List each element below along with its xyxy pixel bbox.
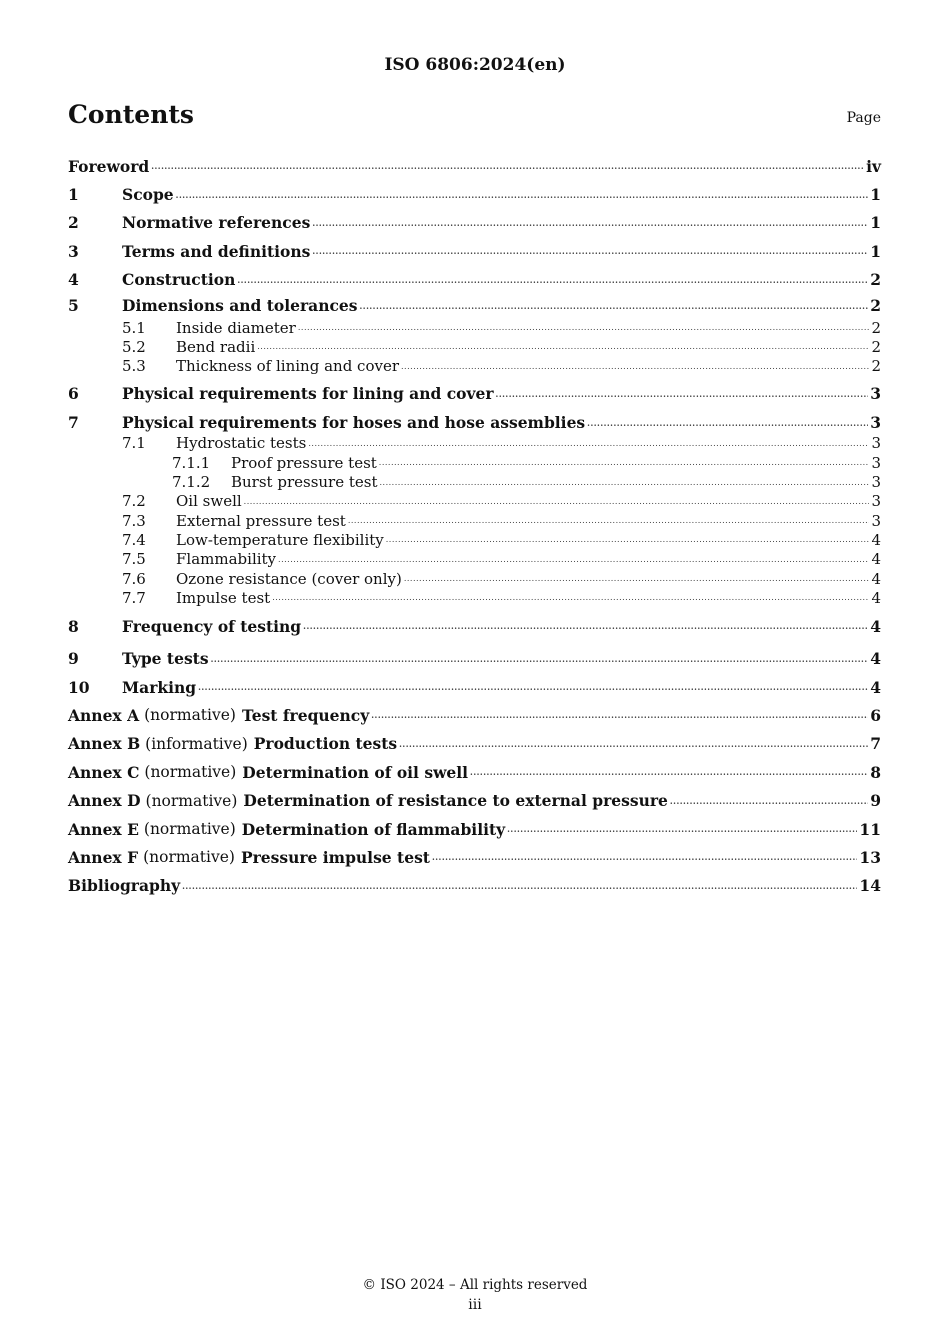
toc-entry-title: Construction bbox=[122, 270, 236, 290]
toc-entry-number: 5.1 bbox=[122, 318, 146, 337]
dot-leader bbox=[507, 824, 857, 834]
toc-entry-5[interactable] bbox=[68, 294, 881, 318]
toc-entry-title: Determination of resistance to external pressure bbox=[243, 791, 668, 811]
toc-entry-8[interactable] bbox=[68, 608, 881, 645]
toc-entry-7-3[interactable] bbox=[68, 511, 881, 530]
toc-entry-title: Bend radii bbox=[176, 337, 256, 356]
toc-entry-number: 7.4 bbox=[122, 530, 146, 549]
annex-label: Annex B bbox=[68, 734, 141, 754]
toc-entry-page: 8 bbox=[870, 762, 881, 782]
toc-entry-annex-e[interactable] bbox=[68, 815, 881, 843]
toc-entry-page: 4 bbox=[871, 588, 881, 607]
toc-entry-annex-f[interactable] bbox=[68, 843, 881, 871]
annex-kind: (normative) bbox=[144, 763, 237, 782]
toc-entry-annex-a[interactable] bbox=[68, 701, 881, 729]
toc-entry-page: 7 bbox=[870, 734, 881, 754]
toc-entry-annex-b[interactable] bbox=[68, 730, 881, 758]
toc-entry-number: 6 bbox=[68, 384, 79, 404]
dot-leader bbox=[348, 516, 870, 525]
toc-entry-title: Production tests bbox=[253, 734, 398, 754]
annex-kind: (normative) bbox=[144, 706, 236, 725]
toc-entry-2[interactable] bbox=[68, 209, 881, 237]
toc-entry-number: 7.5 bbox=[122, 550, 146, 569]
toc-entry-page: 14 bbox=[859, 876, 881, 896]
dot-leader bbox=[151, 161, 864, 171]
toc-entry-number: 3 bbox=[68, 241, 79, 261]
toc-entry-title: Foreword bbox=[68, 156, 150, 176]
annex-label: Annex D bbox=[68, 791, 141, 811]
toc-entry-title: Flammability bbox=[176, 550, 277, 569]
dot-leader bbox=[176, 190, 869, 200]
toc-entry-page: 2 bbox=[870, 270, 881, 290]
toc-entry-page: 2 bbox=[871, 337, 881, 356]
toc-entry-page: 2 bbox=[871, 357, 881, 376]
toc-entry-page: 1 bbox=[870, 185, 881, 205]
toc-entry-page: 4 bbox=[871, 550, 881, 569]
dot-leader bbox=[380, 478, 870, 487]
toc-entry-number: 5.3 bbox=[122, 357, 146, 376]
toc-entry-number: 5.2 bbox=[122, 337, 146, 356]
toc-entry-7[interactable] bbox=[68, 412, 881, 434]
toc-entry-page: 13 bbox=[859, 847, 881, 867]
toc-entry-7-6[interactable] bbox=[68, 569, 881, 588]
toc-entry-10[interactable] bbox=[68, 673, 881, 701]
dot-leader bbox=[470, 767, 868, 777]
annex-kind: (normative) bbox=[143, 820, 236, 839]
dot-leader bbox=[257, 342, 869, 351]
toc-entry-title: Bibliography bbox=[68, 876, 181, 896]
dot-leader bbox=[379, 458, 870, 467]
toc-entry-page: 11 bbox=[859, 819, 881, 839]
toc-entry-number: 7.1 bbox=[122, 434, 146, 453]
toc-entry-6[interactable] bbox=[68, 376, 881, 412]
toc-entry-title: Proof pressure test bbox=[231, 453, 377, 472]
dot-leader bbox=[244, 497, 870, 506]
annex-kind: (normative) bbox=[143, 848, 235, 867]
toc-entry-title: Test frequency bbox=[241, 705, 370, 725]
dot-leader bbox=[278, 555, 869, 564]
dot-leader bbox=[399, 739, 868, 749]
toc-entry-title: Hydrostatic tests bbox=[176, 434, 307, 453]
dot-leader bbox=[386, 535, 870, 544]
toc-entry-page: iv bbox=[866, 156, 881, 176]
toc-entry-1[interactable] bbox=[68, 180, 881, 208]
toc-entry-7-4[interactable] bbox=[68, 530, 881, 549]
toc-entry-5-1[interactable] bbox=[68, 318, 881, 337]
page-title: Contents bbox=[68, 100, 195, 129]
toc-entry-title: Oil swell bbox=[176, 492, 242, 511]
toc-entry-title: Determination of oil swell bbox=[242, 762, 469, 782]
toc-entry-page: 3 bbox=[871, 434, 881, 453]
toc-entry-number: 1 bbox=[68, 185, 79, 205]
annex-label: Annex F bbox=[68, 847, 139, 867]
toc-entry-page: 6 bbox=[870, 705, 881, 725]
toc-entry-page: 4 bbox=[870, 677, 881, 697]
toc-entry-title: Type tests bbox=[122, 649, 209, 669]
dot-leader bbox=[404, 574, 870, 583]
toc-entry-page: 3 bbox=[870, 384, 881, 404]
page-footer bbox=[0, 1277, 950, 1313]
toc-entry-page: 3 bbox=[871, 511, 881, 530]
toc-entry-title: External pressure test bbox=[176, 511, 346, 530]
dot-leader bbox=[272, 593, 869, 602]
toc-entry-page: 1 bbox=[870, 241, 881, 261]
toc-entry-foreword[interactable] bbox=[68, 152, 881, 180]
toc-entry-number: 8 bbox=[68, 616, 79, 636]
toc-entry-number: 7.7 bbox=[122, 588, 146, 607]
dot-leader bbox=[298, 323, 870, 332]
toc-entry-title: Frequency of testing bbox=[122, 616, 302, 636]
annex-label: Annex E bbox=[68, 819, 139, 839]
toc-entry-title: Pressure impulse test bbox=[240, 847, 430, 867]
dot-leader bbox=[237, 275, 868, 285]
toc-entry-number: 5 bbox=[68, 296, 79, 316]
dot-leader bbox=[371, 710, 868, 720]
toc-entry-7-2[interactable] bbox=[68, 492, 881, 511]
dot-leader bbox=[211, 654, 869, 664]
toc-entry-7-1-2[interactable] bbox=[68, 472, 881, 491]
toc-entry-page: 9 bbox=[870, 791, 881, 811]
toc-entry-number: 7.1.2 bbox=[172, 473, 211, 492]
table-of-contents bbox=[68, 152, 881, 900]
toc-entry-9[interactable] bbox=[68, 645, 881, 673]
toc-entry-title: Normative references bbox=[122, 213, 311, 233]
toc-entry-page: 3 bbox=[871, 492, 881, 511]
toc-entry-title: Dimensions and tolerances bbox=[122, 296, 358, 316]
toc-entry-annex-d[interactable] bbox=[68, 786, 881, 814]
toc-entry-title: Thickness of lining and cover bbox=[176, 357, 400, 376]
toc-entry-page: 4 bbox=[871, 530, 881, 549]
dot-leader bbox=[308, 439, 869, 448]
toc-entry-annex-c[interactable] bbox=[68, 758, 881, 786]
toc-entry-page: 3 bbox=[871, 473, 881, 492]
page-column-label: Page bbox=[846, 110, 881, 126]
toc-entry-page: 4 bbox=[871, 569, 881, 588]
dot-leader bbox=[360, 301, 869, 311]
toc-entry-7-5[interactable] bbox=[68, 550, 881, 569]
toc-entry-page: 3 bbox=[871, 453, 881, 472]
toc-entry-title: Physical requirements for lining and cover bbox=[122, 384, 494, 404]
toc-entry-number: 7.3 bbox=[122, 511, 146, 530]
toc-entry-page: 4 bbox=[870, 649, 881, 669]
dot-leader bbox=[182, 881, 857, 891]
toc-entry-number: 7.6 bbox=[122, 569, 146, 588]
toc-entry-4[interactable] bbox=[68, 266, 881, 294]
toc-entry-page: 2 bbox=[870, 296, 881, 316]
toc-entry-title: Determination of flammability bbox=[241, 819, 506, 839]
toc-entry-number: 10 bbox=[68, 677, 90, 697]
toc-entry-title: Ozone resistance (cover only) bbox=[176, 569, 402, 588]
toc-entry-page: 1 bbox=[870, 213, 881, 233]
toc-entry-title: Scope bbox=[122, 185, 174, 205]
toc-entry-title: Impulse test bbox=[176, 588, 271, 607]
dot-leader bbox=[670, 796, 868, 806]
dot-leader bbox=[198, 682, 868, 692]
annex-label: Annex C bbox=[68, 762, 140, 782]
toc-entry-number: 7.2 bbox=[122, 492, 146, 511]
dot-leader bbox=[496, 389, 869, 399]
toc-entry-5-2[interactable] bbox=[68, 337, 881, 356]
copyright-notice: © ISO 2024 – All rights reserved bbox=[362, 1277, 588, 1293]
toc-entry-title: Physical requirements for hoses and hose assemblies bbox=[122, 413, 586, 433]
toc-entry-7-7[interactable] bbox=[68, 588, 881, 607]
dot-leader bbox=[587, 418, 868, 428]
dot-leader bbox=[303, 621, 868, 631]
toc-entry-7-1-1[interactable] bbox=[68, 453, 881, 472]
toc-entry-page: 2 bbox=[871, 318, 881, 337]
dot-leader bbox=[432, 852, 857, 862]
dot-leader bbox=[312, 218, 868, 228]
dot-leader bbox=[401, 362, 869, 371]
toc-entry-number: 9 bbox=[68, 649, 79, 669]
toc-entry-title: Marking bbox=[122, 677, 197, 697]
annex-kind: (normative) bbox=[145, 791, 238, 810]
toc-entry-page: 3 bbox=[870, 413, 881, 433]
toc-entry-3[interactable] bbox=[68, 237, 881, 265]
toc-entry-bibliography[interactable] bbox=[68, 872, 881, 900]
toc-entry-number: 2 bbox=[68, 213, 79, 233]
toc-entry-title: Low-temperature flexibility bbox=[176, 530, 384, 549]
page-number: iii bbox=[468, 1297, 482, 1313]
toc-entry-number: 7 bbox=[68, 413, 79, 433]
toc-entry-title: Inside diameter bbox=[176, 318, 296, 337]
dot-leader bbox=[312, 246, 868, 256]
document-header: ISO 6806:2024(en) bbox=[384, 55, 566, 75]
toc-entry-7-1[interactable] bbox=[68, 434, 881, 453]
toc-entry-5-3[interactable] bbox=[68, 357, 881, 376]
toc-entry-title: Terms and definitions bbox=[122, 241, 311, 261]
toc-entry-number: 4 bbox=[68, 270, 79, 290]
toc-entry-title: Burst pressure test bbox=[231, 473, 378, 492]
toc-entry-page: 4 bbox=[870, 616, 881, 636]
annex-kind: (informative) bbox=[145, 734, 248, 753]
annex-label: Annex A bbox=[68, 705, 140, 725]
toc-entry-number: 7.1.1 bbox=[172, 453, 211, 472]
